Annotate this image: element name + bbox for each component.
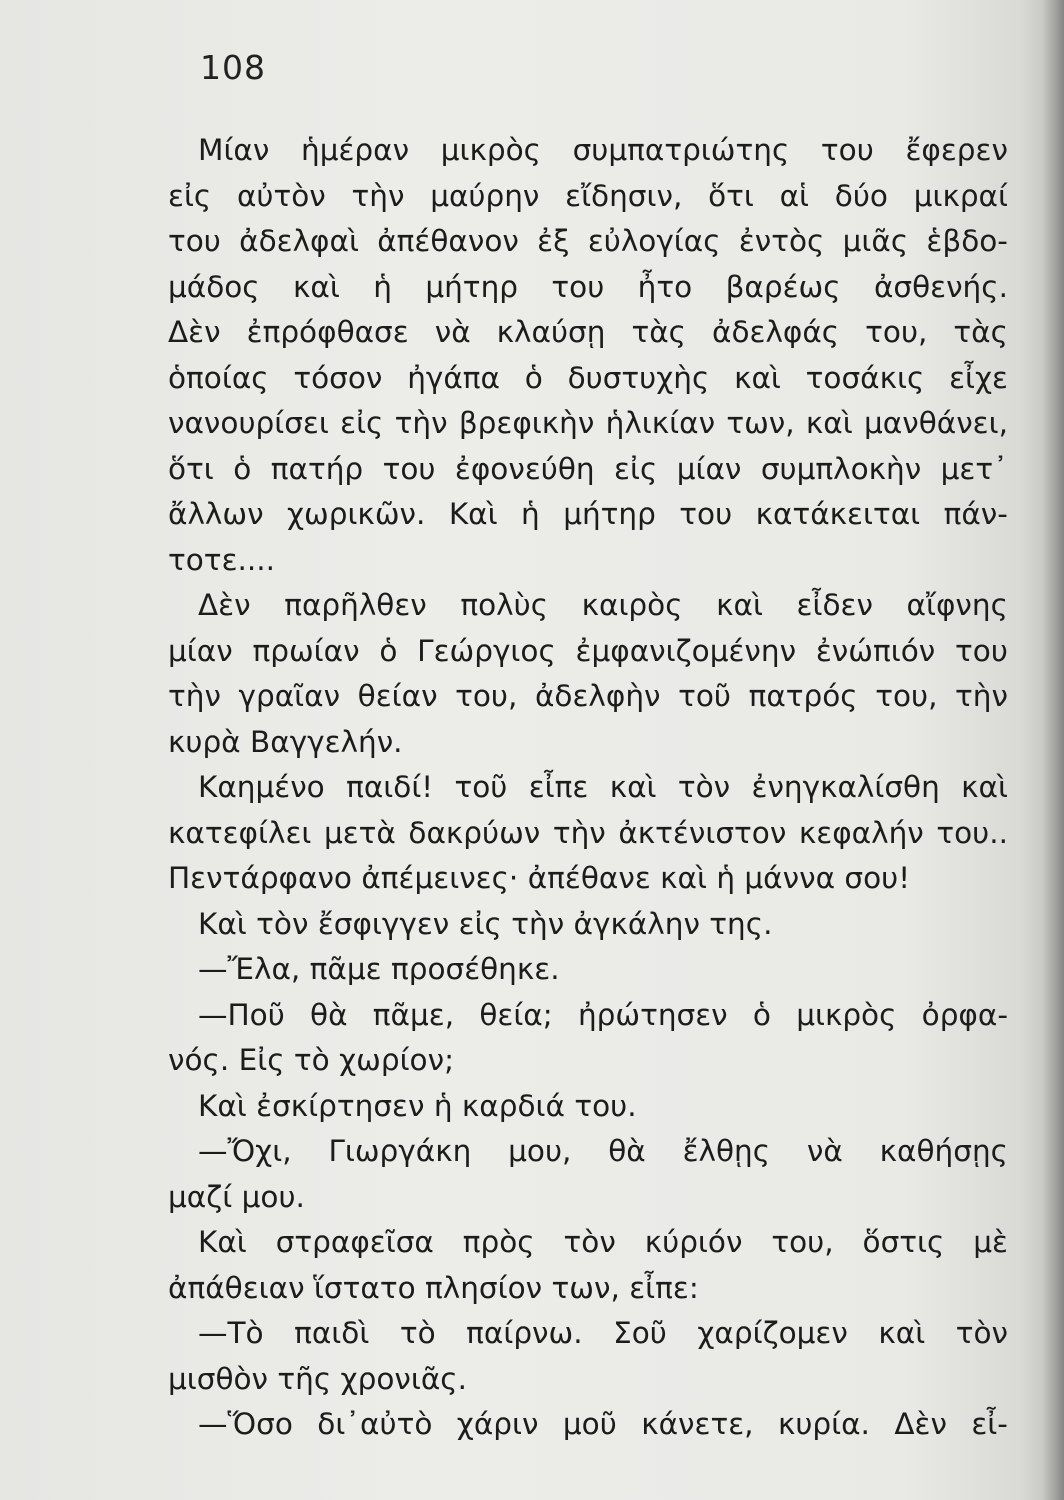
word: μανθάνει, xyxy=(864,406,1008,440)
word: Μίαν xyxy=(198,133,270,167)
word: θὰ xyxy=(310,997,348,1032)
word: μίαν xyxy=(676,451,742,486)
text-line: μαζί μου. xyxy=(168,1179,305,1214)
text-line xyxy=(168,765,1008,811)
word: κυρία. xyxy=(777,1407,870,1441)
word: εἶ- xyxy=(971,1407,1008,1441)
word: καὶ xyxy=(293,269,340,304)
word: στραφεῖσα xyxy=(275,1225,434,1259)
word: πᾶμε, xyxy=(372,997,455,1032)
word: ἦτο xyxy=(637,269,693,304)
text-line xyxy=(168,356,1008,402)
word: μιᾶς xyxy=(842,224,909,258)
text-line: νός. Εἰς τὸ χωρίον; xyxy=(168,1043,455,1077)
word: του.. xyxy=(936,815,1008,850)
word: ἄλλων xyxy=(168,497,264,531)
word: Καὶ xyxy=(198,1225,247,1259)
word: Γεώργιος xyxy=(417,633,556,668)
word: χάριν xyxy=(456,1407,539,1441)
text-line: μισθὸν τῆς χρονιᾶς. xyxy=(168,1361,467,1396)
page-number: 108 xyxy=(200,48,266,87)
word: μετ᾽ xyxy=(940,451,1008,486)
word: ὁ xyxy=(379,633,398,668)
word: γραῖαν xyxy=(238,679,341,713)
text-line: Καὶ τὸν ἔσφιγγεν εἰς τὴν ἀγκάλην της. xyxy=(198,906,773,941)
word: καὶ xyxy=(609,770,657,804)
word: τὸν xyxy=(677,770,731,804)
word: κατάκειται xyxy=(755,497,921,531)
word: —Τὸ xyxy=(198,1316,264,1350)
word: του, xyxy=(455,679,518,713)
word: κατεφίλει xyxy=(168,815,312,850)
word: νὰ xyxy=(434,315,471,349)
text-line xyxy=(168,674,1008,720)
word: θεία; xyxy=(479,997,553,1032)
word: ὁ xyxy=(752,997,771,1032)
text-line xyxy=(168,219,1008,265)
word: ἔλθῃς xyxy=(682,1134,771,1168)
word: ἐνηγκαλίσθη xyxy=(751,770,940,804)
word: πρὸς xyxy=(462,1225,535,1259)
text-line xyxy=(168,492,1008,538)
word: ἀδελφαὶ xyxy=(239,224,359,258)
text-line xyxy=(168,265,1008,311)
word: εἰς xyxy=(340,406,384,440)
word: τὴν xyxy=(168,679,221,713)
word: εἶχε xyxy=(949,360,1008,395)
word: μικρὸς xyxy=(440,133,541,167)
word: κάνετε, xyxy=(641,1407,754,1441)
page-gutter-shadow xyxy=(1042,0,1064,1500)
text-line xyxy=(168,1129,1008,1175)
word: μικρὸς xyxy=(796,997,897,1032)
word: ἠγάπα xyxy=(407,360,500,395)
word: καὶ xyxy=(716,588,763,622)
word: καὶ xyxy=(878,1316,926,1350)
word: μου, xyxy=(508,1134,572,1168)
text-line: Καὶ ἐσκίρτησεν ἡ καρδιά του. xyxy=(198,1088,637,1123)
word: ἐξ xyxy=(537,224,570,258)
word: του, xyxy=(865,315,928,349)
word: ὁ xyxy=(233,451,252,486)
text-line: κυρὰ Βαγγελήν. xyxy=(168,724,403,759)
word: του xyxy=(679,497,733,531)
word: Δὲν xyxy=(198,588,251,622)
word: ἡ xyxy=(521,497,540,531)
word: ἀδελφὴν xyxy=(534,679,661,713)
word: του xyxy=(168,224,221,258)
word: Γιωργάκη xyxy=(328,1134,472,1168)
word: ἐντὸς xyxy=(738,224,825,258)
word: συμπλοκὴν xyxy=(760,451,922,486)
word: τὴν xyxy=(351,178,405,213)
text-line xyxy=(168,1220,1008,1266)
word: μήτηρ xyxy=(563,497,656,531)
word: του, xyxy=(771,1225,834,1259)
word: του, xyxy=(875,679,938,713)
text-line xyxy=(168,447,1008,493)
word: εὐλογίας xyxy=(587,224,721,258)
word: ἐμφανιζομένην xyxy=(575,633,797,668)
word: παίρνω. xyxy=(466,1316,583,1350)
word: χωρικῶν. xyxy=(286,497,426,531)
word: ἠρώτησεν xyxy=(577,997,728,1032)
word: ἀκτένιστον xyxy=(618,815,787,850)
word: τὸν xyxy=(563,1225,616,1259)
word: δυστυχὴς xyxy=(567,360,710,395)
word: ὁ xyxy=(524,360,543,395)
word: Καὶ xyxy=(448,497,498,531)
word: ἡ xyxy=(373,269,392,304)
word: του xyxy=(382,451,436,486)
text-line xyxy=(168,128,1008,174)
word: δύο xyxy=(834,178,888,213)
text-line xyxy=(168,629,1008,675)
word: εἶδεν xyxy=(796,588,873,622)
text-line: Πεντάρφανο ἀπέμεινες· ἀπέθανε καὶ ἡ μάννα σου! xyxy=(168,861,911,895)
word: ὅστις xyxy=(862,1225,945,1259)
text-line xyxy=(168,811,1008,857)
word: ἡλικίαν xyxy=(605,406,716,440)
word: κεφαλήν xyxy=(798,815,924,850)
word: δακρύων xyxy=(408,815,541,850)
word: τὴν xyxy=(955,679,1008,713)
word: πατήρ xyxy=(270,451,364,486)
word: μάδος xyxy=(168,269,260,304)
word: εἶπε xyxy=(528,770,589,804)
word: εἰς xyxy=(168,178,212,213)
word: θὰ xyxy=(608,1134,646,1168)
word: του xyxy=(955,633,1008,668)
word: ἑβδο- xyxy=(926,224,1008,258)
word: ἀσθενής. xyxy=(873,269,1008,304)
word: πολὺς xyxy=(460,588,549,622)
word: αἱ xyxy=(779,178,810,213)
word: παρῆλθεν xyxy=(284,588,427,622)
word: καθήσῃς xyxy=(879,1134,1008,1168)
word: τὰς xyxy=(953,315,1008,349)
word: ἐφονεύθη xyxy=(454,451,595,486)
word: τὰς xyxy=(631,315,686,349)
word: παιδὶ xyxy=(294,1316,370,1350)
word: νὰ xyxy=(806,1134,843,1168)
word: χαρίζομεν xyxy=(697,1316,848,1350)
word: Σοῦ xyxy=(613,1316,667,1350)
word: πρωίαν xyxy=(252,633,360,668)
text-line: τοτε.... xyxy=(168,542,276,577)
word: τοῦ xyxy=(454,770,508,804)
word: ὁποίας xyxy=(168,360,269,395)
word: καὶ xyxy=(734,360,781,395)
text-line: —Ἔλα, πᾶμε προσέθηκε. xyxy=(198,952,560,986)
word: μετὰ xyxy=(323,815,396,850)
word: Δὲν xyxy=(894,1407,947,1441)
text-line xyxy=(168,583,1008,629)
text-line xyxy=(168,1311,1008,1357)
word: τόσον xyxy=(293,360,383,395)
word: ἐνώπιόν xyxy=(815,633,936,668)
word: —Ὅσο xyxy=(198,1407,293,1441)
text-line xyxy=(168,993,1008,1039)
word: τὴν xyxy=(552,815,606,850)
word: βαρέως xyxy=(725,269,841,304)
text-line xyxy=(168,1402,1008,1448)
text-line xyxy=(168,310,1008,356)
word: μὲ xyxy=(973,1225,1008,1259)
word: ὀρφα- xyxy=(921,997,1008,1032)
word: ἔφερεν xyxy=(905,133,1008,167)
word: εἰς xyxy=(614,451,658,486)
body-text xyxy=(168,128,1008,1448)
word: —Ποῦ xyxy=(198,997,285,1032)
word: εἴδησιν, xyxy=(565,178,683,213)
word: ἀδελφάς xyxy=(712,315,840,349)
word: τὸν xyxy=(955,1316,1008,1350)
word: ἐπρόφθασε xyxy=(246,315,409,349)
word: πάν- xyxy=(943,497,1008,531)
word: τοσάκις xyxy=(805,360,925,395)
word: κύριόν xyxy=(644,1225,743,1259)
word: πατρός xyxy=(748,679,858,713)
word: μοῦ xyxy=(562,1407,617,1441)
word: θείαν xyxy=(357,679,438,713)
word: βρεφικὴν xyxy=(458,406,595,440)
word: μίαν xyxy=(168,633,233,668)
text-line xyxy=(168,401,1008,447)
word: μαύρην xyxy=(430,178,540,213)
word: παιδί! xyxy=(346,770,434,804)
word: Δὲν xyxy=(168,315,221,349)
word: ὅτι xyxy=(168,451,214,486)
word: καὶ xyxy=(961,770,1008,804)
word: συμπατριώτης xyxy=(572,133,790,167)
word: νανουρίσει xyxy=(168,406,329,440)
text-line xyxy=(168,174,1008,220)
word: καιρὸς xyxy=(581,588,683,622)
word: του xyxy=(820,133,874,167)
word: τοῦ xyxy=(678,679,731,713)
word: ἡμέραν xyxy=(301,133,410,167)
word: αἴφνης xyxy=(906,588,1008,622)
word: τὴν xyxy=(394,406,448,440)
word: δι᾽αὐτὸ xyxy=(317,1407,433,1441)
word: ὅτι xyxy=(708,178,754,213)
word: —Ὄχι, xyxy=(198,1134,292,1168)
word: του xyxy=(551,269,605,304)
word: Καημένο xyxy=(198,770,325,804)
word: τὸ xyxy=(399,1316,436,1350)
word: ἀπέθανον xyxy=(377,224,519,258)
word: κλαύσῃ xyxy=(496,315,606,349)
word: αὐτὸν xyxy=(236,178,326,213)
text-line: ἀπάθειαν ἵστατο πλησίον των, εἶπε: xyxy=(168,1270,699,1305)
word: μικραί xyxy=(913,178,1008,213)
word: μήτηρ xyxy=(425,269,518,304)
word: καὶ xyxy=(805,406,853,440)
word: των, xyxy=(726,406,795,440)
